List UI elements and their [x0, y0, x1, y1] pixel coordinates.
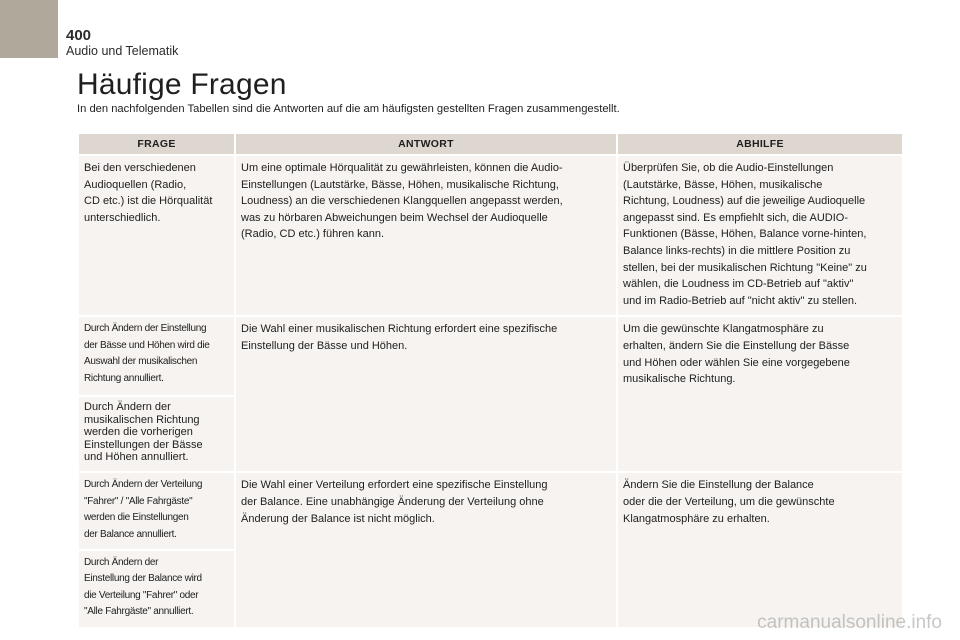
page-title: Häufige Fragen	[77, 68, 287, 101]
abhilfe-cell: Überprüfen Sie, ob die Audio-Einstellungen (Lautstärke, Bässe, Höhen, musikalische Richtung, Loudness) auf die jeweilige Audioquelle angepasst sind. Es empfiehlt sich, die AUDIO- Funktionen (Bässe, Höhen, Balance vorne-hinten, Balance links-rechts) in die mittlere Position zu stellen, bei der musikalischen Richtung "Keine" zu wählen, die Loudness im CD-Betrieb auf "aktiv" und im Radio-Betrieb auf "nicht aktiv" zu stellen.	[618, 156, 902, 315]
frage-cell: Bei den verschiedenen Audioquellen (Radio, CD etc.) ist die Hörqualität unterschiedlich.	[79, 156, 234, 315]
intro-text: In den nachfolgenden Tabellen sind die Antworten auf die am häufigsten gestellten Fragen zusammengestellt.	[77, 103, 620, 115]
corner-tab	[0, 0, 58, 58]
watermark: carmanualsonline.info	[757, 612, 942, 633]
frage-cell: Durch Ändern der musikalischen Richtung werden die vorherigen Einstellungen der Bässe und Höhen annulliert.	[79, 397, 234, 471]
table-row	[79, 317, 902, 395]
faq-table	[77, 132, 904, 629]
table-header-row	[79, 134, 902, 154]
page-number: 400	[66, 27, 92, 44]
abhilfe-cell: Ändern Sie die Einstellung der Balance oder die der Verteilung, um die gewünschte Klangatmosphäre zu erhalten.	[618, 473, 902, 626]
antwort-cell: Die Wahl einer Verteilung erfordert eine spezifische Einstellung der Balance. Eine unabhängige Änderung der Verteilung ohne Änderung der Balance ist nicht möglich.	[236, 473, 616, 626]
antwort-cell: Die Wahl einer musikalischen Richtung erfordert eine spezifische Einstellung der Bässe und Höhen.	[236, 317, 616, 471]
frage-cell: Durch Ändern der Einstellung der Balance wird die Verteilung "Fahrer" oder "Alle Fahrgäste" annulliert.	[79, 551, 234, 627]
column-header-abhilfe: ABHILFE	[618, 134, 902, 154]
frage-cell: Durch Ändern der Einstellung der Bässe und Höhen wird die Auswahl der musikalischen Richtung annulliert.	[79, 317, 234, 395]
table-row	[79, 473, 902, 549]
column-header-frage: FRAGE	[79, 134, 234, 154]
abhilfe-cell: Um die gewünschte Klangatmosphäre zu erhalten, ändern Sie die Einstellung der Bässe und Höhen oder wählen Sie eine vorgegebene musikalische Richtung.	[618, 317, 902, 471]
frage-cell: Durch Ändern der Verteilung "Fahrer" / "Alle Fahrgäste" werden die Einstellungen der Balance annulliert.	[79, 473, 234, 549]
column-header-antwort: ANTWORT	[236, 134, 616, 154]
antwort-cell: Um eine optimale Hörqualität zu gewährleisten, können die Audio- Einstellungen (Lautstärke, Bässe, Höhen, musikalische Richtung, Loudness) an die verschiedenen Klangquellen angepasst werden, was zu hörbaren Abweichungen beim Wechsel der Audioquelle (Radio, CD etc.) führen kann.	[236, 156, 616, 315]
table-row	[79, 156, 902, 315]
section-title: Audio und Telematik	[66, 44, 179, 58]
